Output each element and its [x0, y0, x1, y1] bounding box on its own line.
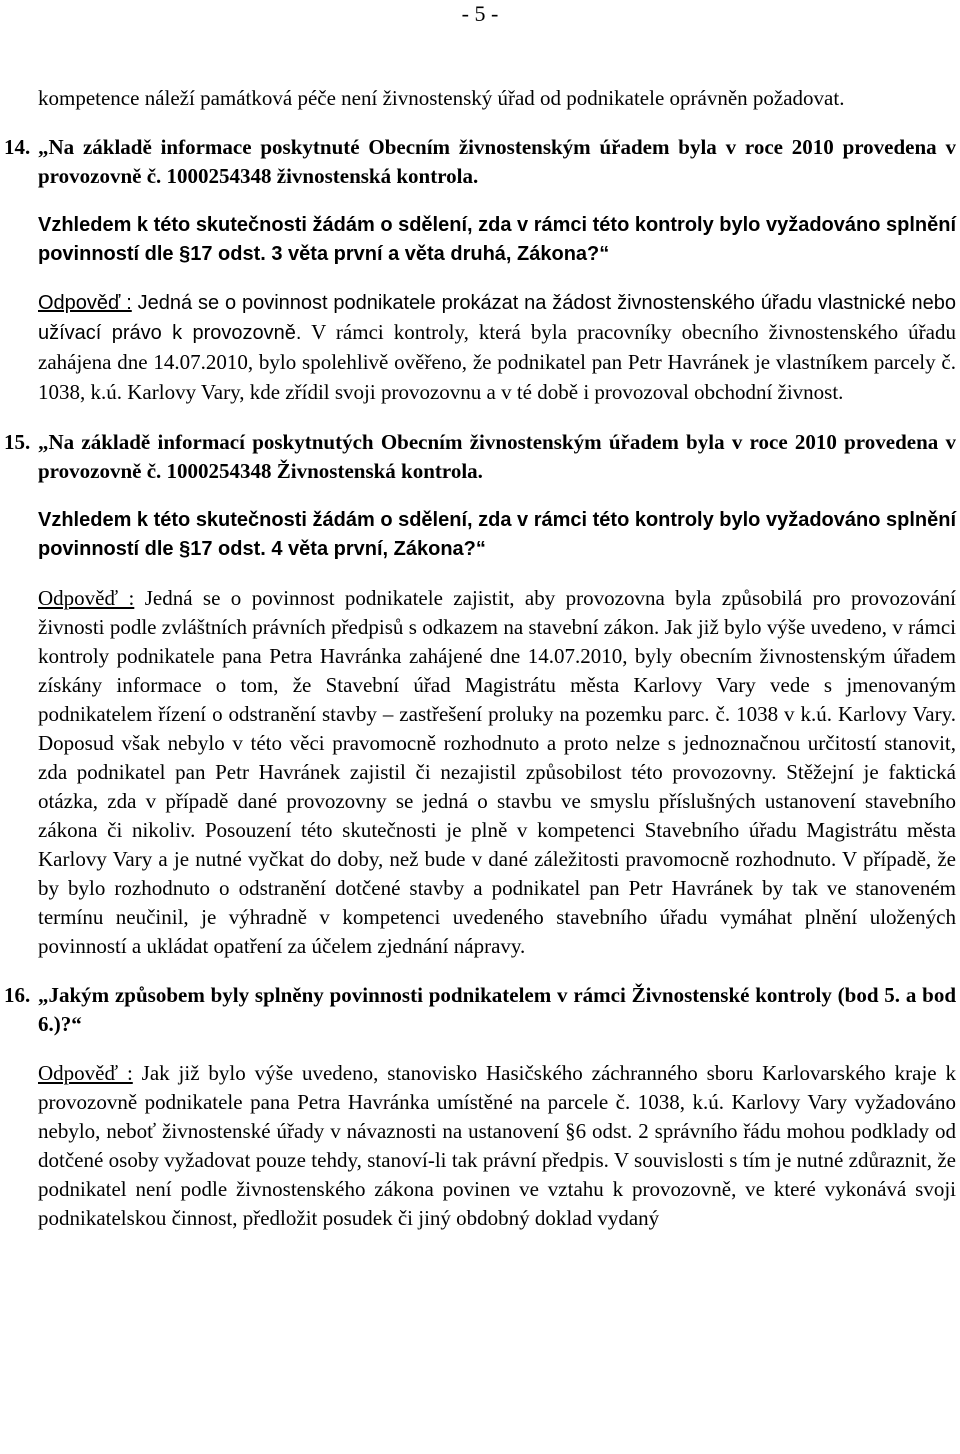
question-16-text	[4, 981, 956, 1039]
page-number: - 5 -	[461, 1, 499, 26]
question-15-request: Vzhledem k této skutečnosti žádám o sdělení, zda v rámci této kontroly bylo vyžadováno splnění povinností dle §17 odst. 4 věta první, Zákona?“	[38, 509, 957, 560]
question-14-question: „Na základě informace poskytnuté Obecním živnostenským úřadem byla v roce 2010 provedena v provozovně č. 1000254348 živnostenská kontrola.	[38, 135, 956, 188]
document-body	[4, 84, 957, 1233]
answer-16-label: Odpověď :	[38, 1061, 133, 1085]
answer-15	[38, 584, 956, 961]
answer-16-text: Jak již bylo výše uvedeno, stanovisko Hasičského záchranného sboru Karlovarského kraje k provozovně podnikatele pana Petra Havránka umístěné na parcele č. 1038, k.ú. Karlovy Vary vyžadováno nebylo, neboť živnostenské úřady v návaznosti na ustanovení §6 odst. 2 správního řádu mohou podklady od dotčené osoby vyžadovat pouze tehdy, stanoví-li tak právní předpis. V souvislosti s tím je nutné zdůraznit, že podnikatel není podle živnostenského zákona povinen ve vztahu k provozovně, ve které vykonává svoji podnikatelskou činnost, předložit posudek či jiný obdobný doklad vydaný	[38, 1061, 956, 1230]
question-16-number: 16.	[4, 983, 31, 1007]
question-14-text	[4, 133, 956, 191]
question-16	[4, 981, 956, 1233]
answer-15-text: Jedná se o povinnost podnikatele zajistit, aby provozovna byla způsobilá pro provozování živnosti podle zvláštních právních předpisů s odkazem na stavební zákon. Jak již bylo výše uvedeno, v rámci kontroly podnikatele pana Petra Havránka zahájené dne 14.07.2010, byly obecním živnostenským úřadem získány informace o tom, že Stavební úřad Magistrátu města Karlovy Vary vede s jmenovaným podnikatelem řízení o odstranění stavby – zastřešení proluky na pozemku parc. č. 1038 v k.ú. Karlovy Vary. Doposud však nebylo v této věci pravomocně rozhodnuto a proto nelze s jednoznačnou určitostí stanovit, zda podnikatel pan Petr Havránek zajistil či nezajistil způsobilost této provozovny. Stěžejní je faktická otázka, zda v případě dané provozovny se jedná o stavbu ve smyslu příslušných ustanovení stavebního zákona či nikoliv. Posouzení této skutečnosti je plně v kompetenci Stavebního úřadu Magistrátu města Karlovy Vary a je nutné vyčkat do doby, než bude v dané záležitosti pravomocně rozhodnuto. V případě, že by bylo rozhodnuto o odstranění dotčené stavby a podnikatel pan Petr Havránek by tak ve stanoveném termínu neučinil, je výhradně v kompetenci uvedeného stavebního úřadu vymáhat plnění uložených povinností a ukládat opatření za účelem zjednání nápravy.	[38, 586, 956, 958]
answer-14-sans-part: Jedná se o povinnost podnikatele prokázat na žádost živnostenského úřadu vlastnické nebo užívací právo k provozovně.	[38, 292, 956, 344]
answer-14-serif-part: V rámci kontroly, která byla pracovníky obecního živnostenského úřadu zahájena dne 14.07.2010, bylo spolehlivě ověřeno, že podnikatel pan Petr Havránek je vlastníkem parcely č. 1038, k.ú. Karlovy Vary, kde zřídil svoji provozovnu a v té době i provozoval obchodní živnost.	[38, 320, 956, 404]
answer-14-label: Odpověď :	[38, 292, 132, 314]
paragraph-intro: kompetence náleží památková péče není živnostenský úřad od podnikatele oprávněn požadovat.	[38, 86, 845, 110]
answer-15-label: Odpověď :	[38, 586, 135, 610]
question-16-question: „Jakým způsobem byly splněny povinnosti podnikatelem v rámci Živnostenské kontroly (bod 5. a bod 6.)?“	[38, 983, 956, 1036]
answer-14	[38, 289, 956, 408]
question-15	[4, 428, 957, 961]
question-15-question: „Na základě informací poskytnutých Obecním živnostenským úřadem byla v roce 2010 provedena v provozovně č. 1000254348 Živnostenská kontrola.	[38, 430, 956, 483]
question-14-number: 14.	[4, 135, 31, 159]
answer-16	[38, 1059, 956, 1233]
question-14-request: Vzhledem k této skutečnosti žádám o sdělení, zda v rámci této kontroly bylo vyžadováno splnění povinností dle §17 odst. 3 věta první a věta druhá, Zákona?“	[38, 214, 957, 265]
question-15-number: 15.	[4, 430, 31, 454]
question-14	[4, 133, 957, 408]
question-15-text	[4, 428, 956, 486]
